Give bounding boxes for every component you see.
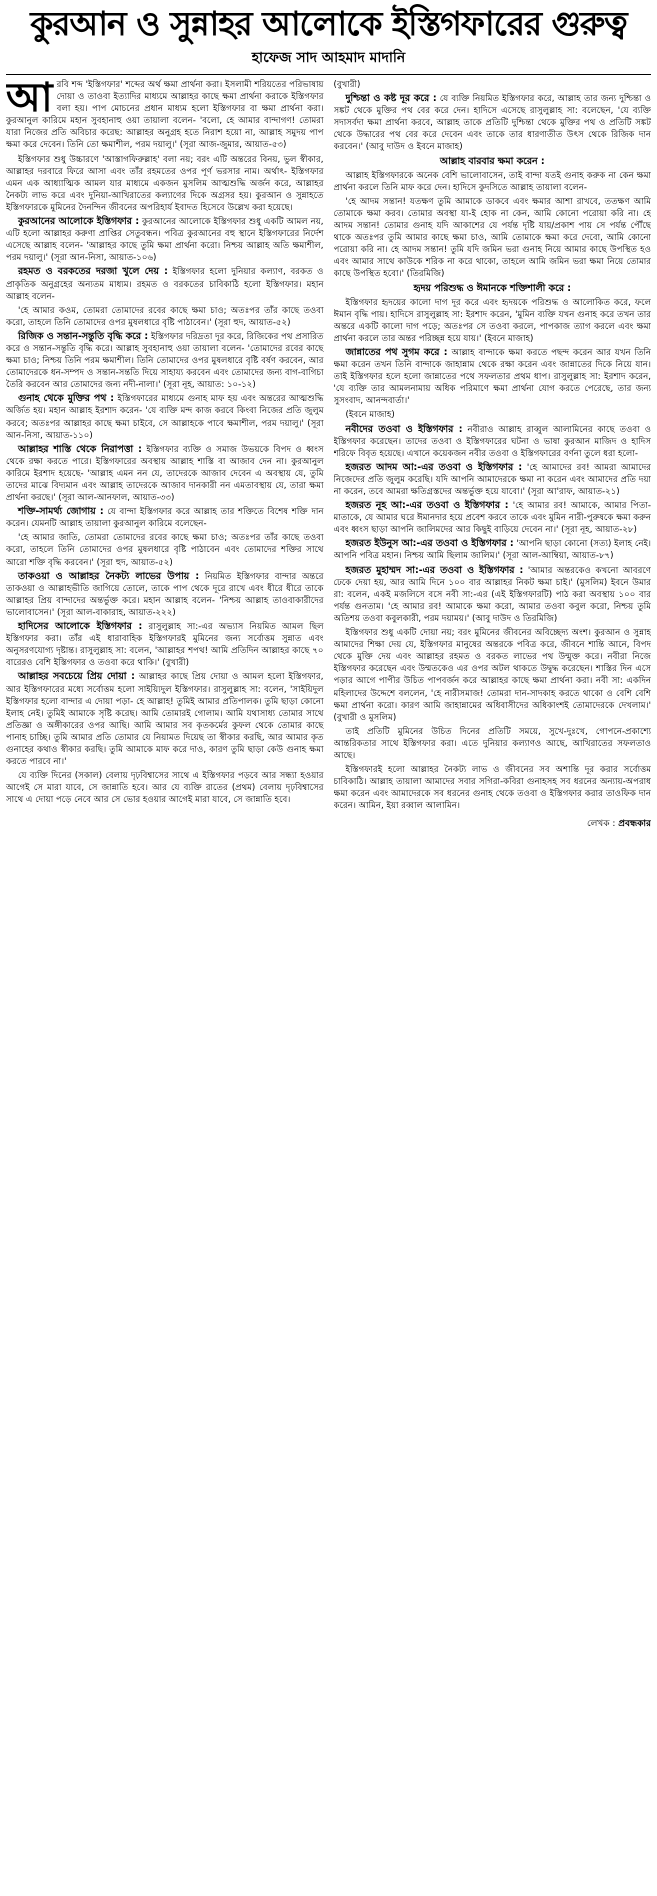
byline: লেখক : প্রবন্ধকার (586, 819, 651, 830)
section-heading: জান্নাতের পথ সুগম করে : (345, 346, 448, 358)
paragraph: 'হে আদম সন্তান! যতক্ষণ তুমি আমাকে ডাকবে এবং ক্ষমার আশা রাখবে, ততক্ষণ আমি তোমাকে ক্ষমা করব। তোমার অবস্থা যা-ই হোক না কেন, আমি কোনো পরোয়া করি না। হে আদম সন্তান! তোমার গুনাহ যদি আকাশের যে পর্যন্ত দৃষ্টি যায়/প্রকাশ পায় সে পর্যন্ত পৌঁছে থাকে অতঃপর তুমি আমার কাছে ক্ষমা চাও, আমি তোমাকে ক্ষমা করে দেবো, আমি কোনো পরোয়া করি না। হে আদম সন্তান! তুমি যদি জমিন ভরা গুনাহ নিয়ে আমার কাছে উপস্থিত হও এবং আমার সাথে কাউকে শরিক না করে থাকো, তাহলে আমি জমিন ভরা ক্ষমা নিয়ে তোমার কাছে উপস্থিত হবো।' (তিরমিজি) (333, 196, 651, 280)
section-heading: তাকওয়া ও আল্লাহর নৈকট্য লাভের উপায় : (18, 570, 200, 582)
paragraph: আল্লাহর সবচেয়ে প্রিয় দোয়া : আল্লাহর কাছে প্রিয় দোয়া ও আমল হলো ইস্তিগফার, আর ইস্তিগফারের মধ্যে সর্বোত্তম হলো সাইয়্যিদুল ইস্তিগফার। রাসুলুল্লাহ সা: বলেন, 'সাইয়িদুল ইস্তিগফার হলো বান্দার এ দোয়া পড়া- হে আল্লাহ! তুমিই আমার প্রতিপালক। তুমি ছাড়া কোনো ইলাহ নেই। তুমিই আমাকে সৃষ্টি করেছ। আমি তোমারই গোলাম। আমি যথাসাধ্য তোমার সাথে প্রতিজ্ঞা ও অঙ্গীকারের ওপর আছি। আমি আমার সব কৃতকর্মের কুফল থেকে তোমার কাছে পানাহ চাচ্ছি। তুমি আমার প্রতি তোমার যে নিয়ামত দিয়েছ তা স্বীকার করছি, আর আমার কৃত গুনাহের কথাও স্বীকার করছি। তুমি আমাকে মাফ করে দাও, কারণ তুমি ছাড়া কেউ গুনাহ ক্ষমা করতে পারবে না।' (6, 671, 324, 768)
section-heading: হজরত আদম আ:-এর তওবা ও ইস্তিগফার : (345, 461, 523, 473)
left-column (6, 79, 324, 1879)
paragraph: আরবি শব্দ 'ইস্তিগফার' শব্দের অর্থ ক্ষমা প্রার্থনা করা। ইসলামী শরিয়তের পরিভাষায় দোয়া ও তাওবা ইত্যাদির মাধ্যমে আল্লাহর কাছে ক্ষমা প্রার্থনা করাকে ইস্তিগফার বলা হয়। পাপ মোচনের প্রধান মাধ্যম হলো ইস্তিগফার বা ক্ষমা প্রার্থনা করা। কুরআনুল কারিমে মহান সুবহানাহু ওয়া তায়ালা বলেন- 'বলো, হে আমার বান্দাগণ! তোমরা যারা নিজের প্রতি অবিচার করেছ: আল্লাহর অনুগ্রহ হতে নিরাশ হয়ো না, আল্লাহ সমুদয় পাপ ক্ষমা করে দেবেন। তিনি তো ক্ষমাশীল, পরম দয়ালু।' (সূরা আজ-জুমার, আয়াত-৫৩) (6, 79, 324, 151)
paragraph: দুশ্চিন্তা ও কষ্ট দূর করে : যে ব্যক্তি নিয়মিত ইস্তিগফার করে, আল্লাহ তার জন্য দুশ্চিন্তা ও সঙ্কট থেকে মুক্তির পথ বের করে দেন। হাদিসে এসেছে রাসুলুল্লাহ সা: বলেছেন, 'যে ব্যক্তি সদাসর্বদা ক্ষমা প্রার্থনা করবে, আল্লাহ তাকে প্রতিটি দুশ্চিন্তা থেকে মুক্তির পথ ও প্রতিটি সঙ্কট থেকে উদ্ধারের পথ বের করে দেবেন এবং তাকে তার ধারণাতীত উৎস থেকে রিজিক দান করবেন।' (আবু দাউদ ও ইবনে মাজাহ) (333, 93, 651, 153)
section-heading: শক্তি-সামর্থ্য জোগায় : (18, 506, 104, 518)
paragraph: 'হে আমার কওম, তোমরা তোমাদের রবের কাছে ক্ষমা চাও; অতঃপর তাঁর কাছে তওবা করো, তাহলে তিনি তোমাদের ওপর মুষলধারে বৃষ্টি পাঠাবেন।' (সূরা হুদ, আয়াত-৫২) (6, 305, 324, 328)
paragraph: হাদিসের আলোকে ইস্তিগফার : রাসুলুল্লাহ সা:-এর অভ্যাস নিয়মিত আমল ছিল ইস্তিগফার করা। তাঁর এই ধারাবাহিক ইস্তিগফারই মুমিনের জন্য সর্বোত্তম সুন্নাত এবং অনুসরণযোগ্য দৃষ্টান্ত। রাসুলুল্লাহ সা: বলেন, 'আল্লাহর শপথ! আমি প্রতিদিন আল্লাহর কাছে ৭০ বারেরও বেশি ইস্তিগফার ও তওবা করে থাকি।' (বুখারী) (6, 621, 324, 669)
paragraph: রিজিক ও সন্তান-সন্তুতি বৃদ্ধি করে : ইস্তিগফার দরিদ্রতা দূর করে, রিজিকের পথ প্রসারিত করে ও সন্তান-সন্তুতি বৃদ্ধি করে। আল্লাহ সুবহানাহু ওয়া তায়ালা বলেন- 'তোমাদের রবের কাছে ক্ষমা চাও; নিশ্চয় তিনি পরম ক্ষমাশীল। তিনি তোমাদের ওপর মুষলধারে বৃষ্টি বর্ষণ করবেন, আর তোমাদেরকে ধন-সম্পদ ও সন্তান-সন্ততি দিয়ে সাহায্য করবেন এবং তোমাদের জন্য বাগ-বাগিচা তৈরি করবেন আর তোমাদের জন্য নদী-নালা।' (সূরা নূহ, আয়াত: ১০-১২) (6, 330, 324, 391)
paragraph: হজরত আদম আ:-এর তওবা ও ইস্তিগফার : 'হে আমাদের রব! আমরা আমাদের নিজেদের প্রতি জুলুম করেছি। যদি আপনি আমাদেরকে ক্ষমা না করেন এবং আমাদের প্রতি দয়া না করেন, তবে আমরা ক্ষতিগ্রস্তদের অন্তর্ভুক্ত হয়ে যাবো।' (সূরা আ'রাফ, আয়াত-২১) (333, 461, 651, 497)
section-heading: হজরত নূহ আ:-এর তওবা ও ইস্তিগফার : (345, 500, 509, 512)
section-heading: নবীদের তওবা ও ইস্তিগফার : (345, 423, 463, 435)
paragraph: ইস্তিগফার শুধু উচ্চারণে 'আস্তাগফিরুল্লাহ' বলা নয়; বরং এটি অন্তরের বিনয়, ভুল স্বীকার, আল্লাহর দরবারে ফিরে আসা এবং তাঁর রহমতের ওপর পূর্ণ ভরসার নাম। অর্থাৎ- ইস্তিগফার এমন এক আধ্যাত্মিক আমল যার মাধ্যমে একজন মুসলিম আত্মশুদ্ধি অর্জন করে, আল্লাহর নৈকট্য লাভ করে এবং দুনিয়া-আখিরাতের কল্যাণের দিকে অগ্রসর হয়। কুরআন ও সুন্নাহতে ইস্তিগফারকে মুমিনের দৈনন্দিন জীবনের অপরিহার্য ইবাদত হিসেবে উল্লেখ করা হয়েছে। (6, 154, 324, 213)
section-heading: আল্লাহ বারবার ক্ষমা করেন : (439, 155, 545, 167)
section-heading: হজরত মুহাম্মদ সা:-এর তওবা ও ইস্তিগফার : (345, 564, 524, 576)
paragraph: গুনাহ থেকে মুক্তির পথ : ইস্তিগফারের মাধ্যমে গুনাহ মাফ হয় এবং অন্তরের আত্মশুদ্ধি অর্জিত হয়। মহান আল্লাহ ইরশাদ করেন- 'যে ব্যক্তি মন্দ কাজ করবে কিংবা নিজের প্রতি জুলুম করবে; অতঃপর আল্লাহর কাছে ক্ষমা চাইবে, সে আল্লাহকে পাবে ক্ষমাশীল, পরম দয়ালু।' (সূরা আন-নিসা, আয়াত-১১০) (6, 393, 324, 441)
paragraph: যে ব্যক্তি দিনের (সকাল) বেলায় দৃঢ়বিশ্বাসের সাথে এ ইস্তিগফার পড়বে আর সন্ধ্যা হওয়ার আগেই সে মারা যাবে, সে জান্নাতি হবে। আর যে ব্যক্তি রাতের (প্রথম) বেলায় দৃঢ়বিশ্বাসের সাথে এ দোয়া পড়ে নেবে আর সে ভোর হওয়ার আগেই মারা যাবে, সে জান্নাতি হবে। (6, 771, 324, 806)
section-heading: আল্লাহর সবচেয়ে প্রিয় দোয়া : (18, 671, 135, 683)
section-heading: হৃদয় পরিশুদ্ধ ও ঈমানকে শক্তিশালী করে : (413, 282, 572, 294)
drop-cap: আ (6, 79, 53, 121)
section-heading: রহমত ও বরকতের দরজা খুলে দেয় : (18, 266, 168, 278)
paragraph: রহমত ও বরকতের দরজা খুলে দেয় : ইস্তিগফার হলো দুনিয়ার কল্যাণ, বরকত ও প্রাকৃতিক অনুগ্রহের অন্যতম মাধ্যম। রহমত ও বরকতের চাবিকাঠি হলো ইস্তিগফার। মহান আল্লাহ বলেন- (6, 266, 324, 302)
paragraph: আল্লাহর শাস্তি থেকে নিরাপত্তা : ইস্তিগফার ব্যক্তি ও সমাজ উভয়কে বিপদ ও ধ্বংস থেকে রক্ষা করতে পারে। ইস্তিগফারের অবস্থায় আল্লাহ শাস্তি বা আজাব দেন না। কুরআনুল কারিমে ইরশাদ হয়েছে- 'আল্লাহ এমন নন যে, তাদেরকে আজাব দেবেন এ অবস্থায় যে, তুমি তাদের মাঝে বিদ্যমান এবং আল্লাহ তাদেরকে আজাব দানকারী নন এমতাবস্থায় যে, তারা ক্ষমা প্রার্থনা করছে।' (সূরা আল-আনফাল, আয়াত-৩৩) (6, 443, 324, 504)
paragraph: ইস্তিগফার শুধু একটি দোয়া নয়; বরং মুমিনের জীবনের অবিচ্ছেদ্য অংশ। কুরআন ও সুন্নাহ আমাদের শিক্ষা দেয় যে, ইস্তিগফার মানুষের অন্তরকে পবিত্র করে, জীবনে শান্তি আনে, বিপদ থেকে মুক্তি দেয় এবং আল্লাহর রহমত ও বরকত লাভের পথ উন্মুক্ত করে। নবীরা নিজে ইস্তিগফার করেছেন এবং উম্মতকেও এর ওপর অটল থাকতে উদ্বুদ্ধ করেছেন। শাস্তির দিন এসে পড়ার আগে পাপীর উচিত পাপবর্জন করে আল্লাহর কাছে ক্ষমা প্রার্থনা করা। নবী সা: একদিন মহিলাদের উদ্দেশে বললেন, 'হে নারীসমাজ! তোমরা দান-সাদকাহ করতে থাকো ও বেশি বেশি ক্ষমা প্রার্থনা করো। কারণ আমি জাহান্নামের অধিবাসীদের অধিকাংশই তোমাদেরকে দেখলাম।' (বুখারী ও মুসলিম) (333, 628, 651, 723)
paragraph: 'হে আমার জাতি, তোমরা তোমাদের রবের কাছে ক্ষমা চাও; অতঃপর তাঁর কাছে তওবা করো, তাহলে তিনি তোমাদের ওপর মুষলধারে বৃষ্টি পাঠাবেন এবং তোমাদের শক্তির সাথে আরো শক্তি বৃদ্ধি করবেন।' (সূরা হুদ, আয়াত-৫২) (6, 533, 324, 568)
section-heading: কুরআনের আলোকে ইস্তিগফার : (18, 216, 140, 228)
paragraph: জান্নাতের পথ সুগম করে : আল্লাহ বান্দাকে ক্ষমা করতে পছন্দ করেন আর যখন তিনি ক্ষমা করেন তখন তিনি বান্দাকে জাহান্নাম থেকে রক্ষা করেন এবং জান্নাতের দিকে নিয়ে যান। তাই ইস্তিগফার হলে হলো জান্নাতের পথে সফলতার প্রথম ধাপ। রাসুলুল্লাহ সা: ইরশাদ করেন, 'যে ব্যক্তি তার আমলনামায় অধিক পরিমাণে ক্ষমা প্রার্থনা যোগ করতে পেরেছে, তার জন্য সুসংবাদ, আনন্দবার্তা।' (333, 346, 651, 407)
title-divider (6, 74, 651, 75)
section-heading: দুশ্চিন্তা ও কষ্ট দূর করে : (345, 93, 437, 105)
paragraph: ইস্তিগফার হৃদয়ের কালো দাগ দূর করে এবং হৃদয়কে পরিশুদ্ধ ও আলোকিত করে, ফলে ঈমান বৃদ্ধি পায়। হাদিসে রাসুলুল্লাহ সা: ইরশাদ করেন, 'মুমিন ব্যক্তি যখন গুনাহ করে তখন তার অন্তরে একটি কালো দাগ পড়ে; অতঃপর সে তওবা করলে, পাপকাজ ত্যাগ করলে এবং ক্ষমা প্রার্থনা করলে তার অন্তর পরিচ্ছন্ন হয়ে যায়।' (ইবনে মাজাহ) (333, 297, 651, 344)
page-title: কুরআন ও সুন্নাহর আলোকে ইস্তিগফারের গুরুত্ব (30, 4, 627, 43)
paragraph: ইস্তিগফারই হলো আল্লাহর নৈকট্য লাভ ও জীবনের সব অশান্তি দূর করার সর্বোত্তম চাবিকাঠি। আল্লাহ তায়ালা আমাদের সবার সগিরা-কবিরা গুনাহসহ সব ধরনের অন্যায়-অপরাধ ক্ষমা করেন এবং আমাদেরকে সব ধরনের গুনাহ থেকে তওবা ও ইস্তিগফার করার তাওফিক দান করেন। আমিন, ইয়া রব্বাল আলামিন। (333, 765, 651, 812)
paragraph: কুরআনের আলোকে ইস্তিগফার : কুরআনের আলোকে ইস্তিগফার শুধু একটি আমল নয়, এটি হলো আল্লাহর করুণা প্রাপ্তির সেতুবন্ধন। পবিত্র কুরআনের বহু স্থানে ইস্তিগফারের নির্দেশ এসেছে আল্লাহ বলেন- 'আল্লাহর কাছে তুমি ক্ষমা প্রার্থনা করো। নিশ্চয় আল্লাহ অতি ক্ষমাশীল, পরম দয়ালু।' (সূরা আন-নিসা, আয়াত-১০৬) (6, 216, 324, 264)
section-heading: গুনাহ থেকে মুক্তির পথ : (18, 393, 115, 405)
article (0, 4, 657, 1896)
paragraph: হজরত ইউনুস আ:-এর তওবা ও ইস্তিগফার : 'আপনি ছাড়া কোনো (সত্য) ইলাহ নেই। আপনি পবিত্র মহান। নিশ্চয় আমি ছিলাম জালিম।' (সূরা আল-আম্বিয়া, আয়াত-৮৭) (333, 538, 651, 562)
section-heading: রিজিক ও সন্তান-সন্তুতি বৃদ্ধি করে : (18, 330, 149, 342)
paragraph: তাকওয়া ও আল্লাহর নৈকট্য লাভের উপায় : নিয়মিত ইস্তিগফার বান্দার অন্তরে তাকওয়া ও আল্লাহভীতি জাগিয়ে তোলে, তাকে পাপ থেকে দূরে রাখে এবং ধীরে ধীরে তাকে আল্লাহর প্রিয় বান্দাদের অন্তর্ভুক্ত করে। মহান আল্লাহ বলেন- 'নিশ্চয় আল্লাহ তাওবাকারীদের ভালোবাসেন।' (সূরা আল-বাকারাহ, আয়াত-২২২) (6, 570, 324, 618)
article-body (6, 79, 651, 1879)
paragraph: (ইবনে মাজাহ) (345, 410, 395, 421)
paragraph: শক্তি-সামর্থ্য জোগায় : যে বান্দা ইস্তিগফার করে আল্লাহ তার শক্তিতে বিশেষ শক্তি দান করেন। যেমনটি আল্লাহ তায়ালা কুরআনুল কারিমে বলেছেন- (6, 506, 324, 530)
paragraph: হজরত নূহ আ:-এর তওবা ও ইস্তিগফার : 'হে আমার রব! আমাকে, আমার পিতা-মাতাকে, যে আমার ঘরে ঈমানদার হয়ে প্রবেশ করবে তাকে এবং মুমিন নারী-পুরুষকে ক্ষমা করুন এবং ধ্বংস ছাড়া আপনি জালিমদের আর কিছুই বাড়িয়ে দেবেন না।' (সূরা নূহ, আয়াত-২৮) (333, 500, 651, 536)
paragraph: আল্লাহ ইস্তিগফারকে অনেক বেশি ভালোবাসেন, তাই বান্দা যতই গুনাহ করুক না কেন ক্ষমা প্রার্থনা করলে তিনি মাফ করে দেন। হাদিসে কুদসিতে আল্লাহ তায়ালা বলেন- (333, 170, 651, 193)
paragraph: হজরত মুহাম্মদ সা:-এর তওবা ও ইস্তিগফার : 'আমার অন্তরকেও কখনো আবরণে ঢেকে দেয়া হয়, আর আমি দিনে ১০০ বার আল্লাহর নিকট ক্ষমা চাই।' (মুসলিম) ইবনে উমার রা: বলেন, একই মজলিসে বসে নবী সা:-এর (এই ইস্তিগফারটি) পাঠ করা অবস্থায় ১০০ বার পর্যন্ত গুনতাম। 'হে আমার রব! আমাকে ক্ষমা করো, আমার তওবা কবুল করো, নিশ্চয় তুমি অতিশয় তওবা কবুলকারী, পরম দয়াময়।' (আবু দাউদ ও তিরমিজি) (333, 564, 651, 624)
paragraph: তাই প্রতিটি মুমিনের উচিত দিনের প্রতিটি সময়ে, সুখে-দুঃখে, গোপনে-প্রকাশ্যে আন্তরিকতার সাথে ইস্তিগফার করা। এতে দুনিয়ার কল্যাণও আছে, আখিরাতের সফলতাও আছে। (333, 726, 651, 761)
paragraph: (বুখারী) (333, 80, 361, 90)
paragraph: নবীদের তওবা ও ইস্তিগফার : নবীরাও আল্লাহ রাব্বুল আলামিনের কাছে তওবা ও ইস্তিগফার করেছেন। তাদের তওবা ও ইস্তিগফারের ঘটনা ও ভাষা কুরআন মাজিদ ও হাদিস শরিফে বিবৃত হয়েছে। এখানে কয়েকজন নবীর তওবা ও ইস্তিগফারের বর্ণনা তুলে ধরা হলো- (333, 423, 651, 459)
section-heading: হজরত ইউনুস আ:-এর তওবা ও ইস্তিগফার : (345, 538, 514, 550)
section-heading: আল্লাহর শাস্তি থেকে নিরাপত্তা : (18, 443, 142, 455)
author-name: হাফেজ সাদ আহমাদ মাদানি (251, 50, 406, 66)
right-column (334, 79, 652, 1879)
section-heading: হাদিসের আলোকে ইস্তিগফার : (18, 621, 143, 633)
